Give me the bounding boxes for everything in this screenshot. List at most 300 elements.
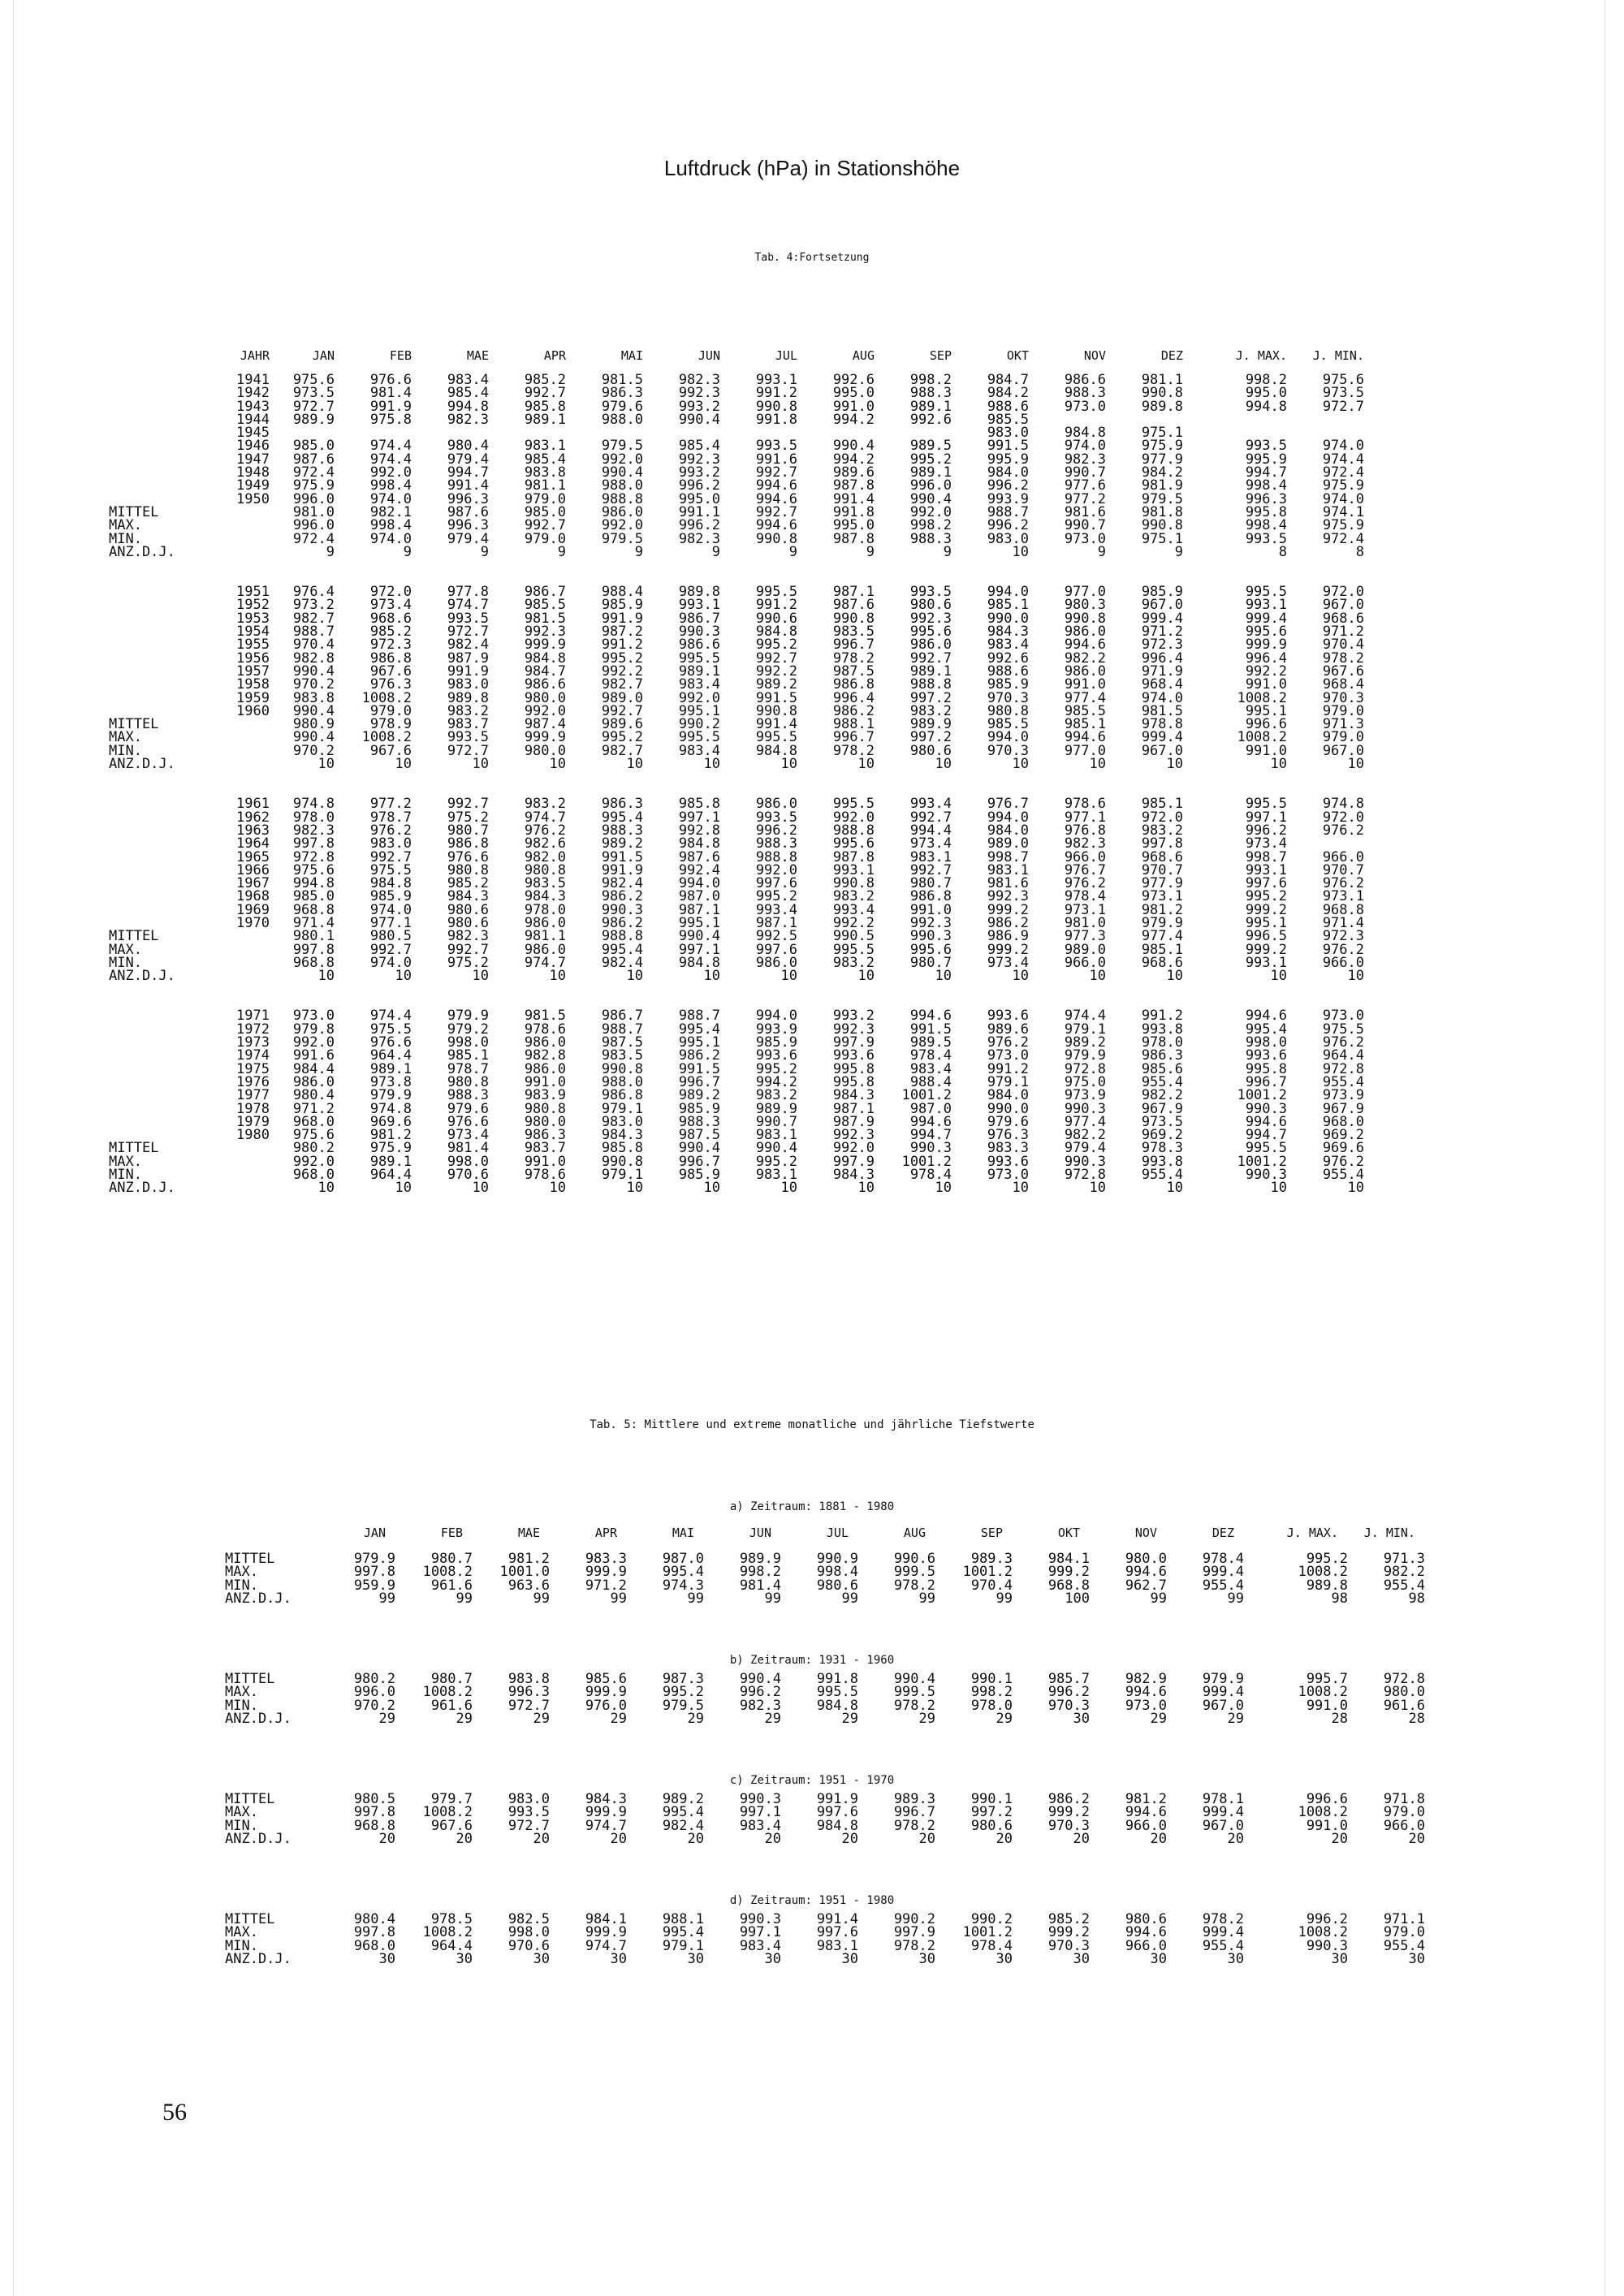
table4-cell: 979.6 [447, 1100, 489, 1117]
table5-cell: 972.7 [508, 1817, 550, 1834]
table4-cell: 988.8 [755, 848, 797, 865]
table5-cell: 979.7 [430, 1791, 473, 1807]
table4-cell: 985.4 [524, 451, 566, 468]
table5-cell: 985.7 [1047, 1671, 1090, 1687]
table5-cell: 967.0 [1202, 1697, 1244, 1714]
table5-cell: 999.4 [1202, 1804, 1244, 1821]
table4-cell: 975.2 [447, 954, 489, 971]
table4-cell: 979.5 [601, 438, 643, 455]
table5-section-d [215, 1913, 1425, 1966]
table4-cell: 995.6 [909, 624, 952, 641]
table4-cell: 987.9 [447, 650, 489, 667]
table4-cell: 986.7 [524, 584, 566, 601]
table4-cell: 982.8 [292, 650, 335, 667]
table4-cell: 987.2 [601, 624, 643, 641]
table4-cell: 1001.2 [1237, 1087, 1287, 1104]
table4-cell: 990.8 [832, 610, 875, 627]
table4-cell: 967.6 [369, 742, 412, 759]
table4-cell: 996.3 [1245, 490, 1287, 507]
table4-cell: 9 [403, 543, 412, 560]
table4-cell: 995.4 [601, 941, 643, 958]
table4-cell: 990.4 [292, 729, 335, 746]
table4-cell: 983.4 [678, 742, 720, 759]
table5-cell: 999.4 [1202, 1924, 1244, 1941]
table4-cell: 989.1 [369, 1153, 412, 1170]
table4-cell: 995.2 [755, 637, 797, 654]
table4-cell: 995.5 [1245, 1140, 1287, 1157]
table4-cell: 975.1 [1141, 425, 1183, 442]
table5-cell: 989.2 [662, 1791, 704, 1807]
table5-cell: 979.1 [662, 1937, 704, 1954]
table5-cell: 30 [841, 1950, 858, 1967]
table5-cell: 970.6 [508, 1937, 550, 1954]
table4-cell: 992.3 [524, 624, 566, 641]
table5-cell: 984.1 [585, 1911, 627, 1927]
table4-cell: 1008.2 [1237, 689, 1287, 706]
table4-cell: 993.1 [832, 861, 875, 878]
table4-cell: 955.4 [1141, 1167, 1183, 1184]
table4-cell: 10 [1166, 756, 1183, 773]
table4-cell: 983.3 [987, 1140, 1029, 1157]
table4-cell: 10 [935, 968, 952, 985]
table4-cell: 990.4 [678, 411, 720, 428]
table4-cell: 10 [472, 1180, 489, 1197]
table4-cell: 975.8 [369, 411, 412, 428]
table5-cell: 966.0 [1125, 1817, 1167, 1834]
table4-cell: 986.8 [832, 676, 875, 693]
table4-cell: 988.3 [447, 1087, 489, 1104]
table4-cell: 991.0 [1245, 676, 1287, 693]
table5-header-row [215, 1526, 1415, 1539]
table4-cell: 10 [317, 756, 335, 773]
table4-cell: 986.2 [601, 914, 643, 931]
page-number: 56 [162, 2099, 187, 2126]
table4-cell: 983.7 [524, 1140, 566, 1157]
table4-cell: 974.0 [1322, 438, 1364, 455]
table4-cell: 990.3 [601, 901, 643, 918]
table4-cell: 985.0 [292, 438, 335, 455]
table4-cell: 10 [1089, 1180, 1106, 1197]
table4-cell: 995.2 [601, 650, 643, 667]
table4-cell: 10 [626, 968, 643, 985]
table4-cell: 984.3 [832, 1087, 875, 1104]
table4-cell: 993.8 [1141, 1153, 1183, 1170]
table4-cell: 992.2 [755, 662, 797, 680]
table5-cell: 997.6 [816, 1804, 858, 1821]
table4-cell: 995.1 [1245, 914, 1287, 931]
table5-cell: 1008.2 [422, 1804, 473, 1821]
table4-cell: 977.6 [1064, 477, 1106, 494]
table5-cell: 1008.2 [1298, 1924, 1348, 1941]
row-label: 1978 [236, 1100, 270, 1117]
table4-cell: 984.2 [1141, 464, 1183, 481]
table4-cell: 974.0 [369, 530, 412, 547]
table4-cell: 986.7 [601, 1008, 643, 1025]
row-label: 1962 [236, 809, 270, 826]
table4-cell: 991.2 [601, 637, 643, 654]
table4-cell: 981.1 [1141, 372, 1183, 388]
table4-cell: 977.0 [1064, 742, 1106, 759]
table4-cell: 981.2 [1141, 901, 1183, 918]
table4-cell: 985.9 [369, 888, 412, 905]
table4-cell: 968.4 [1322, 676, 1364, 693]
table5-cell: 29 [610, 1710, 627, 1727]
table5-cell: 999.9 [585, 1804, 627, 1821]
table5-cell: 20 [1408, 1830, 1425, 1847]
table4-cell: 10 [780, 756, 797, 773]
table5-row [215, 1832, 1425, 1845]
table4-cell: 10 [703, 968, 720, 985]
table4-cell: 995.4 [1245, 1021, 1287, 1038]
table4-cell: 973.2 [292, 597, 335, 614]
table4-cell: 986.3 [601, 796, 643, 813]
table5-cell: 98 [1408, 1590, 1425, 1607]
row-label: ANZ.D.J. [109, 756, 175, 773]
row-label: MITTEL [109, 716, 159, 733]
table4-cell: 10 [626, 756, 643, 773]
row-label: ANZ.D.J. [109, 1180, 175, 1197]
table5-cell: 991.0 [1306, 1697, 1348, 1714]
table4-cell: 995.5 [755, 584, 797, 601]
table5-cell: 991.4 [816, 1911, 858, 1927]
table4-cell: 993.5 [755, 438, 797, 455]
table4-cell: 989.1 [369, 1060, 412, 1077]
table4-cell: 975.9 [1322, 477, 1364, 494]
table4-cell: 991.0 [1064, 676, 1106, 693]
table5-header-cell: DEZ [1212, 1526, 1234, 1540]
table5-cell: 99 [1150, 1590, 1167, 1607]
table4-cell: 975.5 [1322, 1021, 1364, 1038]
table4-cell: 996.2 [678, 477, 720, 494]
table4-cell: 978.2 [832, 742, 875, 759]
table5-cell: 1008.2 [422, 1924, 473, 1941]
table4-cell: 983.4 [678, 676, 720, 693]
table4-cell: 983.0 [601, 1113, 643, 1130]
table4-cell: 979.1 [987, 1073, 1029, 1090]
table4-cell: 982.2 [1064, 1127, 1106, 1144]
table5-cell: 978.2 [893, 1577, 935, 1594]
table5-cell: 972.7 [508, 1697, 550, 1714]
table5-cell: 990.2 [893, 1911, 935, 1927]
table4-cell: 995.0 [832, 517, 875, 534]
table4-cell: 981.2 [369, 1127, 412, 1144]
row-label: 1972 [236, 1021, 270, 1038]
table5-cell: 1008.2 [422, 1684, 473, 1701]
table4-cell: 10 [1012, 756, 1029, 773]
table5-header-cell: JUL [826, 1526, 849, 1540]
table5-cell: 997.2 [970, 1804, 1013, 1821]
table4-cell: 984.0 [987, 464, 1029, 481]
table5-cell: 996.2 [739, 1684, 781, 1701]
table4-cell: 993.4 [832, 901, 875, 918]
table5-cell: 1008.2 [1298, 1564, 1348, 1581]
table4-cell: 991.8 [755, 411, 797, 428]
table5-cell: 999.5 [893, 1564, 935, 1581]
table4-cell: 975.9 [292, 477, 335, 494]
table4-cell: 988.6 [987, 662, 1029, 680]
table5-cell: 997.1 [739, 1924, 781, 1941]
table4-cell: 970.3 [1322, 689, 1364, 706]
table4-cell: 994.7 [1245, 1127, 1287, 1144]
table4-cell: 980.8 [447, 1073, 489, 1090]
table4-cell: 986.0 [601, 503, 643, 520]
table4-cell: 989.2 [678, 1087, 720, 1104]
table4-cell: 992.7 [524, 517, 566, 534]
table4-cell: 992.7 [909, 650, 952, 667]
row-label: 1954 [236, 624, 270, 641]
table4-cell: 987.8 [832, 848, 875, 865]
table5-cell: 99 [533, 1590, 550, 1607]
table5-cell: 983.4 [739, 1817, 781, 1834]
table4-cell: 975.6 [292, 1127, 335, 1144]
table4-cell: 972.8 [1322, 1060, 1364, 1077]
table4-cell: 986.2 [987, 914, 1029, 931]
table5-header [215, 1526, 1415, 1539]
table4-cell: 986.2 [678, 1047, 720, 1064]
table5-cell: 961.6 [430, 1697, 473, 1714]
row-label: 1956 [236, 650, 270, 667]
table4-cell: 997.1 [678, 809, 720, 826]
table4-cell: 994.6 [1064, 729, 1106, 746]
table4-cell: 991.1 [678, 503, 720, 520]
table4-cell: 982.2 [1141, 1087, 1183, 1104]
table5-cell: 995.7 [1306, 1671, 1348, 1687]
table4-cell: 989.2 [601, 835, 643, 852]
table4-cell: 994.6 [909, 1113, 952, 1130]
table4-cell: 992.7 [909, 861, 952, 878]
table4-cell: 985.4 [678, 438, 720, 455]
row-label: 1953 [236, 610, 270, 627]
row-label: MAX. [225, 1804, 258, 1821]
table4-cell: 970.7 [1141, 861, 1183, 878]
table4-cell: 986.0 [755, 954, 797, 971]
table4-cell: 974.0 [369, 490, 412, 507]
table4-cell: 998.7 [1245, 848, 1287, 865]
table4-cell: 992.0 [292, 1034, 335, 1051]
table5-cell: 30 [996, 1950, 1013, 1967]
table4-cell: 993.1 [1245, 954, 1287, 971]
table4-cell: 998.0 [447, 1153, 489, 1170]
table4-cell: 974.0 [1141, 689, 1183, 706]
table4-cell: 10 [317, 968, 335, 985]
table5-cell: 20 [1073, 1830, 1090, 1847]
table4-cell: 984.4 [292, 1060, 335, 1077]
table5-cell: 29 [918, 1710, 935, 1727]
table4-cell: 992.7 [755, 650, 797, 667]
table5-cell: 985.2 [1047, 1911, 1090, 1927]
table4-cell: 997.6 [755, 941, 797, 958]
table4-cell: 993.2 [678, 464, 720, 481]
table4-cell: 999.4 [1141, 610, 1183, 627]
table4-cell: 990.3 [1245, 1167, 1287, 1184]
row-label: 1973 [236, 1034, 270, 1051]
table4-cell: 995.6 [832, 835, 875, 852]
table4-cell: 983.0 [369, 835, 412, 852]
table4-cell: 994.2 [832, 411, 875, 428]
table4-cell: 967.9 [1322, 1100, 1364, 1117]
table4-cell: 983.2 [909, 702, 952, 719]
table4-cell: 977.2 [369, 796, 412, 813]
table4-cell: 989.0 [1064, 941, 1106, 958]
table4-cell: 992.7 [369, 941, 412, 958]
table4-cell: 979.9 [447, 1008, 489, 1025]
table4-group-spacer [188, 770, 1364, 797]
table4-cell: 985.5 [1064, 702, 1106, 719]
table4-cell: 983.1 [909, 848, 952, 865]
table4-cell: 977.4 [1064, 689, 1106, 706]
table4-cell: 966.0 [1322, 848, 1364, 865]
table4-cell: 972.0 [369, 584, 412, 601]
table5-cell: 20 [456, 1830, 473, 1847]
table5-cell: 978.4 [1202, 1551, 1244, 1567]
table4-cell: 975.5 [369, 1021, 412, 1038]
table4-cell: 993.5 [1245, 438, 1287, 455]
table4-cell: 995.5 [755, 729, 797, 746]
table4-cell: 980.3 [1064, 597, 1106, 614]
table4-cell: 985.1 [1141, 941, 1183, 958]
table4-cell: 996.3 [447, 490, 489, 507]
table4-cell: 972.8 [1064, 1167, 1106, 1184]
table4-cell: 994.2 [755, 1073, 797, 1090]
table4-cell: 986.2 [832, 702, 875, 719]
table5-cell: 990.1 [970, 1791, 1013, 1807]
table4-cell: 9 [788, 543, 797, 560]
table5-cell: 970.4 [970, 1577, 1013, 1594]
table5-cell: 989.9 [739, 1551, 781, 1567]
table5-header-cell: JUN [749, 1526, 771, 1540]
table4-cell [1287, 413, 1364, 426]
table5-cell: 979.9 [353, 1551, 395, 1567]
table4-cell: 993.6 [755, 1047, 797, 1064]
table4-cell: 981.4 [369, 385, 412, 402]
row-label: MITTEL [109, 1140, 159, 1157]
table4-cell: 967.0 [1322, 742, 1364, 759]
table4-cell: 990.4 [292, 702, 335, 719]
row-label: MIN. [225, 1937, 258, 1954]
table5-cell: 979.0 [1383, 1804, 1425, 1821]
table4-cell: 994.6 [1245, 1113, 1287, 1130]
table4-cell: 964.4 [369, 1047, 412, 1064]
table4-cell: 10 [857, 968, 875, 985]
table4-cell: 978.3 [1141, 1140, 1183, 1157]
table4-cell: 979.5 [1141, 490, 1183, 507]
table5-cell: 982.4 [662, 1817, 704, 1834]
table5-cell: 30 [378, 1950, 395, 1967]
table4-header-cell: JUL [775, 348, 797, 363]
table5-cell: 955.4 [1202, 1577, 1244, 1594]
table4-cell: 996.7 [678, 1153, 720, 1170]
table4-cell: 974.0 [1322, 490, 1364, 507]
table4-cell: 989.8 [447, 689, 489, 706]
table5-cell: 999.5 [893, 1684, 935, 1701]
table5-cell: 971.1 [1383, 1911, 1425, 1927]
table4-cell: 990.8 [1141, 385, 1183, 402]
table5-cell: 995.2 [662, 1684, 704, 1701]
table4-cell: 991.0 [909, 901, 952, 918]
row-label: MIN. [109, 1167, 142, 1184]
table4-cell: 983.0 [987, 530, 1029, 547]
table4-cell: 979.4 [447, 451, 489, 468]
table5-header-cell: FEB [440, 1526, 463, 1540]
table4-cell: 976.2 [1322, 1153, 1364, 1170]
table4-body [109, 372, 1364, 1197]
table4-cell: 977.9 [1141, 875, 1183, 892]
table5-header-cell: SEP [980, 1526, 1003, 1540]
table4-cell: 978.2 [1322, 650, 1364, 667]
table4-cell: 982.1 [369, 503, 412, 520]
table4-cell: 968.8 [292, 901, 335, 918]
table4-cell: 974.8 [292, 796, 335, 813]
table4-cell: 993.5 [1245, 530, 1287, 547]
table4-cell: 973.1 [1322, 888, 1364, 905]
table4-cell: 991.5 [909, 1021, 952, 1038]
table4-cell: 977.4 [1064, 1113, 1106, 1130]
table5-cell: 971.8 [1383, 1791, 1425, 1807]
table4-cell: 10 [1270, 968, 1287, 985]
table4-cell: 985.2 [447, 875, 489, 892]
table5-cell: 20 [764, 1830, 781, 1847]
table4-cell: 983.2 [447, 702, 489, 719]
table4-cell: 991.9 [601, 610, 643, 627]
table4-cell: 992.4 [678, 861, 720, 878]
table4-cell: 993.1 [1245, 597, 1287, 614]
table4-cell: 985.2 [524, 372, 566, 388]
table4-cell: 979.6 [601, 398, 643, 415]
table4-cell: 979.1 [1064, 1021, 1106, 1038]
table4-cell: 991.9 [601, 861, 643, 878]
table4-header-cell: SEP [929, 348, 952, 363]
table4-header-cell: J. MIN. [1312, 348, 1364, 363]
table4-header-cell: APR [543, 348, 566, 363]
table4-cell: 980.8 [524, 1100, 566, 1117]
table4-cell: 998.4 [1245, 477, 1287, 494]
table4-cell: 996.4 [1245, 650, 1287, 667]
table4-cell: 998.0 [1245, 1034, 1287, 1051]
table4-cell: 980.8 [447, 861, 489, 878]
table4-cell: 987.6 [678, 848, 720, 865]
table4-cell: 966.0 [1064, 954, 1106, 971]
table5-cell: 1001.0 [499, 1564, 550, 1581]
table5-section-label-b: b) Zeitraum: 1931 - 1960 [729, 1654, 895, 1667]
table4-cell: 979.6 [987, 1113, 1029, 1130]
table4-cell: 987.9 [832, 1113, 875, 1130]
table4-cell: 983.2 [832, 954, 875, 971]
row-label: MAX. [225, 1684, 258, 1701]
table4-cell: 994.6 [755, 517, 797, 534]
table4-cell: 994.0 [987, 729, 1029, 746]
table4-cell: 978.4 [1064, 888, 1106, 905]
table5-cell: 978.1 [1202, 1791, 1244, 1807]
table4-cell: 995.0 [1245, 385, 1287, 402]
table5-cell: 979.0 [1383, 1924, 1425, 1941]
table5-cell: 978.2 [893, 1697, 935, 1714]
table4-cell: 993.1 [678, 597, 720, 614]
table5-cell: 995.4 [662, 1564, 704, 1581]
table4-cell: 979.0 [524, 530, 566, 547]
table4-cell: 999.9 [1245, 637, 1287, 654]
table4-cell: 991.5 [987, 438, 1029, 455]
table4-cell: 992.0 [524, 702, 566, 719]
table4-cell: 993.9 [755, 1021, 797, 1038]
table5-cell: 959.9 [353, 1577, 395, 1594]
table5-cell: 99 [764, 1590, 781, 1607]
table4-cell: 976.6 [447, 1113, 489, 1130]
table4-cell: 981.5 [524, 1008, 566, 1025]
table4-cell: 990.0 [987, 610, 1029, 627]
table4-cell: 995.2 [909, 451, 952, 468]
table5-cell: 997.8 [353, 1804, 395, 1821]
table5-cell: 980.0 [1125, 1551, 1167, 1567]
